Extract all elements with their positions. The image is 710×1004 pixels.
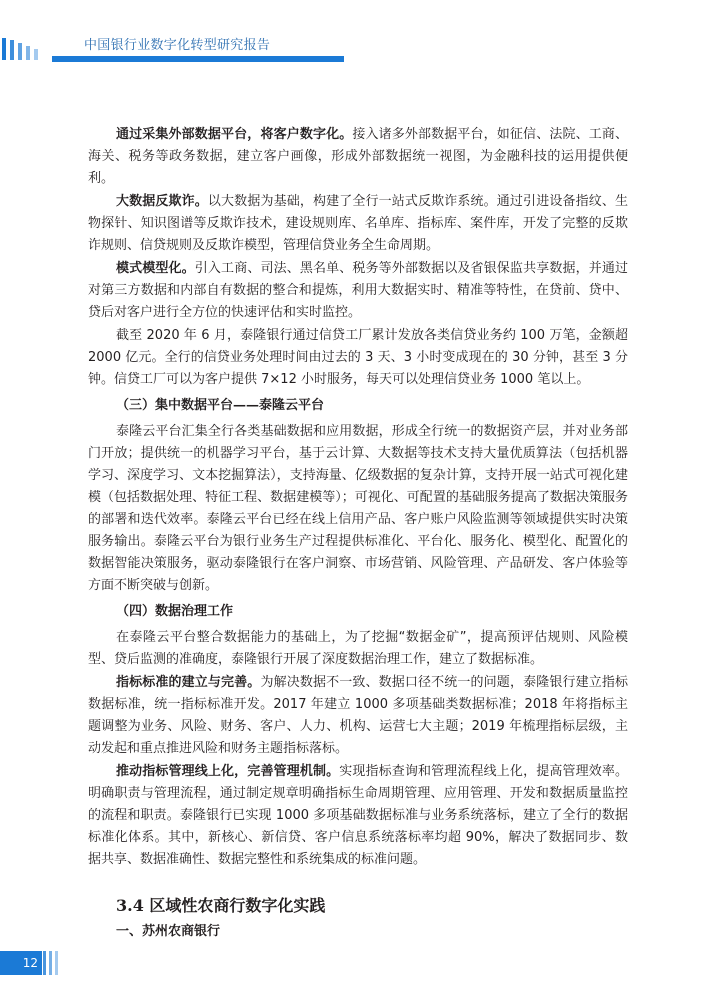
paragraph-text: 截至 2020 年 6 月，泰隆银行通过信贷工厂累计发放各类信贷业务约 100 万笔，金额超 2000 亿元。全行的信贷业务处理时间由过去的 3 天、3 小时变成现在的 30 分钟，甚至 3 分钟。信贷工厂可以为客户提供 7×12 小时服务，每天可以处理信贷业务 1000 笔以上。 xyxy=(88,328,628,387)
running-header-title: 中国银行业数字化转型研究报告 xyxy=(84,38,271,53)
paragraph-lead: 指标标准的建立与完善。 xyxy=(116,675,261,690)
paragraph xyxy=(88,258,628,324)
section-heading-3-4: 3.4 区域性农商行数字化实践 xyxy=(116,896,326,915)
paragraph xyxy=(88,761,628,871)
paragraph-text: 在泰隆云平台整合数据能力的基础上，为了挖掘“数据金矿”，提高预评估规则、风险模型、贷后监测的准确度，泰隆银行开展了深度数据治理工作，建立了数据标准。 xyxy=(88,630,628,667)
paragraph-lead: 模式模型化。 xyxy=(116,261,195,276)
paragraph-text: 实现指标查询和管理流程线上化，提高管理效率。明确职责与管理流程，通过制定规章明确指标生命周期管理、应用管理、开发和数据质量监控的流程和职责。泰隆银行已实现 1000 多项基础数据标准与业务系统落标，建立了全行的数据标准化体系。其中，新核心、新信贷、客户信息系统落标率均超 90%，解决了数据同步、数据共享、数据准确性、数据完整性和系统集成的标准问题。 xyxy=(88,764,628,867)
paragraph xyxy=(88,627,628,671)
header-stripes-decoration xyxy=(0,38,40,60)
paragraph-text: 泰隆云平台汇集全行各类基础数据和应用数据，形成全行统一的数据资产层，并对业务部门开放；提供统一的机器学习平台，基于云计算、大数据等技术支持大量优质算法（包括机器学习、深度学习、文本挖掘算法），支持海量、亿级数据的复杂计算，支持开展一站式可视化建模（包括数据处理、特征工程、数据建模等）；可视化、可配置的基础服务提高了数据决策服务的部署和迭代效率。泰隆云平台已经在线上信用产品、客户账户风险监测等领域提供实时决策服务输出。泰隆云平台为银行业务生产过程提供标准化、平台化、服务化、模型化、配置化的数据智能决策服务，驱动泰隆银行在客户洞察、市场营销、风险管理、产品研发、客户体验等方面不断突破与创新。 xyxy=(88,424,628,593)
paragraph-text: 以大数据为基础，构建了全行一站式反欺诈系统。通过引进设备指纹、生物探针、知识图谱等反欺诈技术，建设规则库、名单库、指标库、案件库，开发了完整的反欺诈规则、信贷规则及反欺诈模型，管理信贷业务全生命周期。 xyxy=(88,194,628,253)
page-content xyxy=(88,124,628,943)
paragraph-lead: 推动指标管理线上化，完善管理机制。 xyxy=(116,764,340,779)
paragraph xyxy=(88,421,628,597)
paragraph-lead: 大数据反欺诈。 xyxy=(116,194,208,209)
paragraph-text: 接入诸多外部数据平台，如征信、法院、工商、海关、税务等政务数据，建立客户画像，形成外部数据统一视图，为金融科技的运用提供便利。 xyxy=(88,127,628,186)
footer-stripes-decoration xyxy=(42,951,62,975)
subheading-taolong-cloud: （三）集中数据平台——泰隆云平台 xyxy=(116,398,325,413)
subsection-heading-suzhou: 一、苏州农商银行 xyxy=(116,924,221,939)
paragraph xyxy=(88,124,628,190)
paragraph xyxy=(88,325,628,391)
subheading-data-governance: （四）数据治理工作 xyxy=(116,604,234,619)
paragraph-text: 引入工商、司法、黑名单、税务等外部数据以及省银保监共享数据，并通过对第三方数据和内部自有数据的整合和提炼，利用大数据实时、精准等特性，在贷前、贷中、贷后对客户进行全方位的快速评估和实时监控。 xyxy=(88,261,628,320)
paragraph xyxy=(88,672,628,760)
paragraph-text: 为解决数据不一致、数据口径不统一的问题，泰隆银行建立指标数据标准，统一指标标准开发。2017 年建立 1000 多项基础类数据标准；2018 年将指标主题调整为业务、风险、财务、客户、人力、机构、运营七大主题；2019 年梳理指标层级，主动发起和重点推进风险和财务主题指标落标。 xyxy=(88,675,628,756)
page-number: 12 xyxy=(0,951,42,975)
header-rule xyxy=(52,56,344,62)
paragraph-lead: 通过采集外部数据平台，将客户数字化。 xyxy=(116,127,353,142)
paragraph xyxy=(88,191,628,257)
